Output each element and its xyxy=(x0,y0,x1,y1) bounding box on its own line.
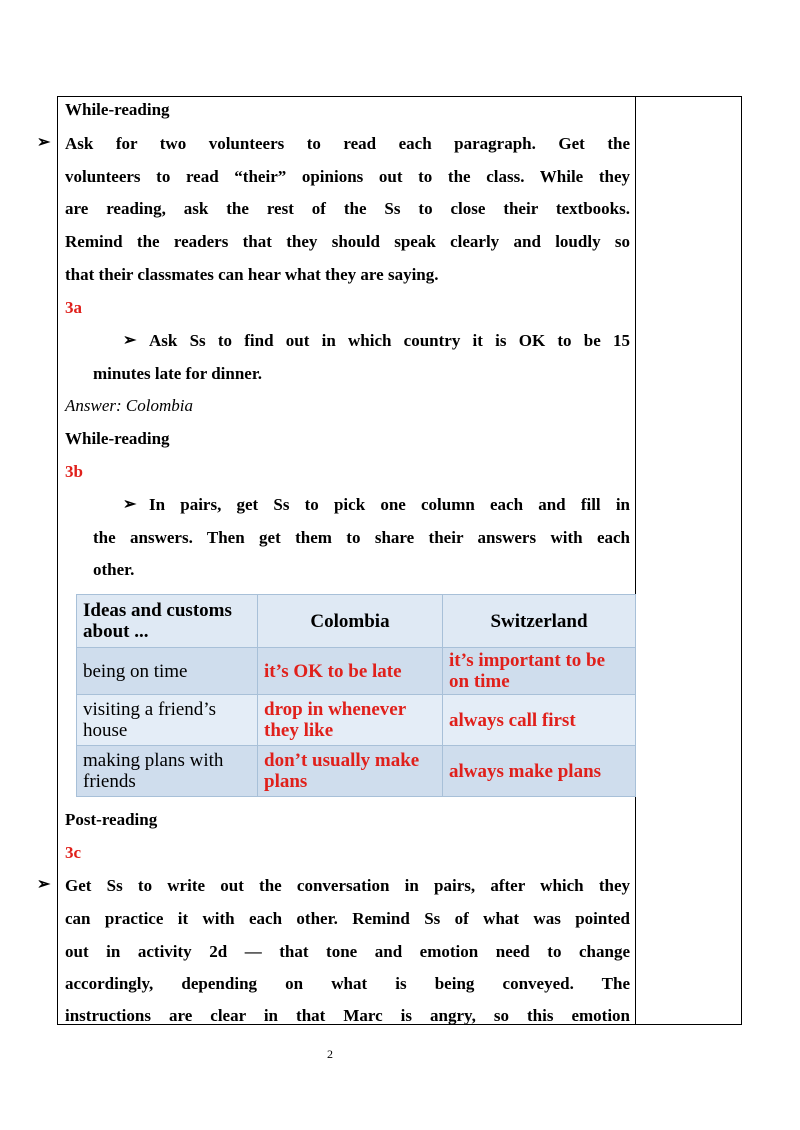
para1-line3: are reading, ask the rest of the Ss to close their textbooks. xyxy=(65,199,630,218)
row-colombia: don’t usually make plans xyxy=(258,746,443,797)
answer-3a: Answer: Colombia xyxy=(65,396,193,415)
para1-line2: volunteers to read “their” opinions out to the class. While they xyxy=(65,167,630,186)
para3c-line3: out in activity 2d — that tone and emotion need to change xyxy=(65,942,630,961)
task-3a-line2: minutes late for dinner. xyxy=(93,364,263,383)
label-3b: 3b xyxy=(65,462,83,481)
row-idea: visiting a friend’s house xyxy=(77,695,258,746)
customs-table xyxy=(76,594,636,797)
table-row xyxy=(77,695,636,746)
header-colombia: Colombia xyxy=(258,595,443,648)
bullet-arrow-icon: ➢ xyxy=(123,496,137,513)
label-3c: 3c xyxy=(65,843,82,862)
bullet-arrow-icon: ➢ xyxy=(37,876,51,893)
row-switzerland: always call first xyxy=(443,695,636,746)
para3c-line2: can practice it with each other. Remind Ss of what was pointed xyxy=(65,909,630,928)
task-3b-line3: other. xyxy=(93,560,135,579)
table-row xyxy=(77,746,636,797)
para3c-line4: accordingly, depending on what is being conveyed. The xyxy=(65,974,630,993)
para1-line5: that their classmates can hear what they are saying. xyxy=(65,265,439,284)
row-colombia: it’s OK to be late xyxy=(258,648,443,695)
task-3b-line2: the answers. Then get them to share their answers with each xyxy=(93,528,630,547)
bullet-arrow-icon: ➢ xyxy=(123,332,137,349)
heading-while-reading-2: While-reading xyxy=(65,429,170,448)
task-3b-line1: In pairs, get Ss to pick one column each and fill in xyxy=(149,495,630,514)
para1-line4: Remind the readers that they should speak clearly and loudly so xyxy=(65,232,630,251)
header-switzerland: Switzerland xyxy=(443,595,636,648)
row-idea: making plans with friends xyxy=(77,746,258,797)
row-switzerland: always make plans xyxy=(443,746,636,797)
task-3a-line1: Ask Ss to find out in which country it is OK to be 15 xyxy=(149,331,630,350)
row-switzerland: it’s important to be on time xyxy=(443,648,636,695)
header-ideas: Ideas and customs about ... xyxy=(77,595,258,648)
para1-line1: Ask for two volunteers to read each paragraph. Get the xyxy=(65,134,630,153)
para3c-line1: Get Ss to write out the conversation in pairs, after which they xyxy=(65,876,630,895)
para3c-line5: instructions are clear in that Marc is angry, so this emotion xyxy=(65,1006,630,1025)
heading-while-reading: While-reading xyxy=(65,100,170,119)
row-colombia: drop in whenever they like xyxy=(258,695,443,746)
bullet-arrow-icon: ➢ xyxy=(37,134,51,151)
column-divider xyxy=(635,97,636,1024)
heading-post-reading: Post-reading xyxy=(65,810,158,829)
page-number: 2 xyxy=(327,1047,333,1061)
table-row xyxy=(77,648,636,695)
row-idea: being on time xyxy=(77,648,258,695)
lesson-plan-table xyxy=(57,96,742,1025)
label-3a: 3a xyxy=(65,298,82,317)
table-header-row xyxy=(77,595,636,648)
